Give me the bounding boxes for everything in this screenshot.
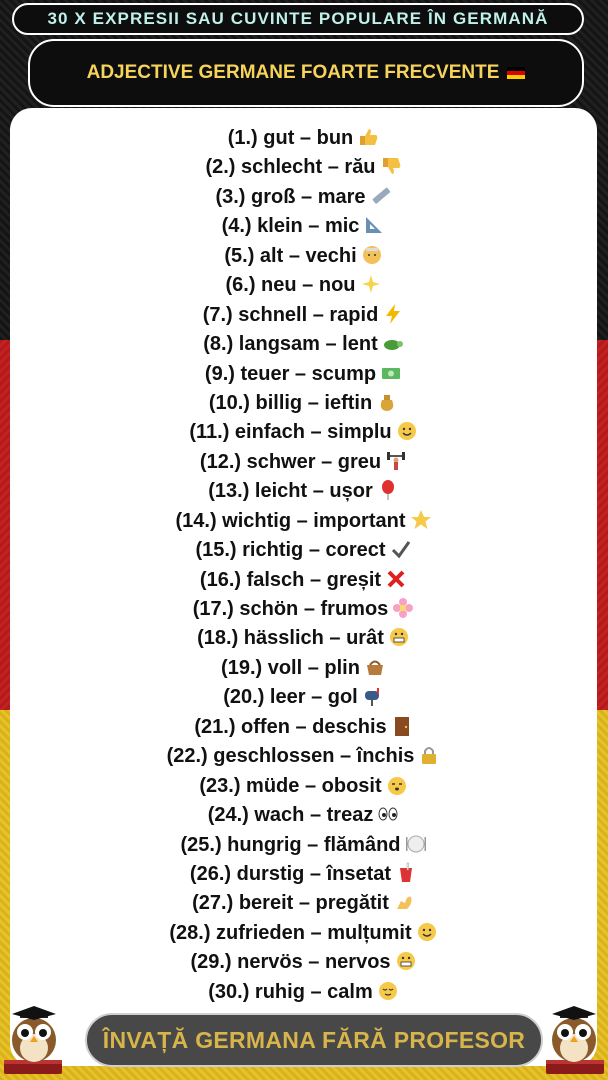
list-item (10, 360, 597, 389)
list-item (10, 801, 597, 830)
plate-icon (405, 833, 427, 855)
list-item-text: (8.) langsam – lent (203, 333, 378, 356)
list-item-text: (17.) schön – frumos (192, 598, 389, 620)
footer-text: ÎNVAȚĂ GERMANA FĂRĂ PROFESOR (102, 1026, 526, 1053)
lightning-icon (382, 303, 404, 325)
list-item (10, 919, 597, 948)
page-title: 30 X EXPRESII SAU CUVINTE POPULARE ÎN GERMANĂ (47, 9, 549, 28)
list-item-text: (28.) zufrieden – mulțumit (169, 921, 412, 944)
smile-icon (396, 420, 418, 442)
german-flag-icon (507, 67, 525, 79)
thumbs-down-icon (380, 155, 402, 177)
list-item-text: (20.) leer – gol (223, 686, 358, 709)
old-person-icon (361, 244, 383, 266)
list-item (10, 212, 597, 241)
list-item (10, 242, 597, 271)
footer-banner (85, 1013, 543, 1067)
list-item-text: (19.) voll – plin (221, 656, 360, 679)
page-subtitle: ADJECTIVE GERMANE FOARTE FRECVENTE (86, 62, 500, 83)
list-item (10, 301, 597, 330)
list-item-text: (1.) gut – bun (227, 127, 354, 149)
balloon-icon (377, 479, 399, 501)
list-item (10, 124, 597, 153)
list-item (10, 860, 597, 889)
list-item (10, 742, 597, 771)
owl-icon (0, 1004, 70, 1076)
basket-icon (364, 656, 386, 678)
mailbox-icon (362, 685, 384, 707)
grimace-icon (388, 626, 410, 648)
list-item-text: (12.) schwer – greu (199, 450, 382, 473)
list-item (10, 536, 597, 565)
list-item-text: (9.) teuer – scump (204, 362, 377, 385)
door-icon (391, 715, 413, 737)
list-item-text: (11.) einfach – simplu (189, 421, 392, 444)
list-item (10, 153, 597, 182)
subtitle-banner (28, 39, 584, 107)
list-item (10, 683, 597, 712)
list-item-text: (16.) falsch – greșit (199, 568, 382, 591)
list-item-text: (2.) schlecht – rău (205, 156, 376, 179)
list-item-text: (26.) durstig – însetat (189, 862, 392, 885)
list-item-text: (10.) billig – ieftin (208, 391, 373, 414)
list-item (10, 183, 597, 212)
list-item-text: (30.) ruhig – calm (208, 980, 373, 1003)
list-item (10, 418, 597, 447)
smile-icon (416, 921, 438, 943)
flower-icon (392, 597, 414, 619)
list-item-text: (5.) alt – vechi (224, 244, 357, 267)
money-icon (380, 362, 402, 384)
list-item-text: (24.) wach – treaz (207, 804, 374, 827)
list-item-text: (22.) geschlossen – închis (166, 745, 415, 768)
list-item-text: (18.) hässlich – urât (197, 627, 384, 650)
list-item-text: (23.) müde – obosit (199, 774, 382, 797)
list-item (10, 831, 597, 860)
ruler-icon (370, 185, 392, 207)
list-item (10, 389, 597, 418)
check-icon (390, 538, 412, 560)
list-item (10, 624, 597, 653)
triangle-ruler-icon (363, 214, 385, 236)
drink-icon (395, 862, 417, 884)
list-item (10, 889, 597, 918)
list-item (10, 595, 597, 624)
list-item-text: (27.) bereit – pregătit (192, 892, 389, 915)
list-item-text: (4.) klein – mic (221, 215, 360, 238)
list-item (10, 654, 597, 683)
star-icon (410, 509, 432, 531)
list-item-text: (13.) leicht – ușor (208, 480, 373, 503)
weightlifter-icon (385, 450, 407, 472)
list-item (10, 477, 597, 506)
owl-icon (538, 1004, 608, 1076)
word-list (10, 124, 597, 1007)
list-item (10, 271, 597, 300)
relieved-icon (377, 980, 399, 1002)
list-item (10, 948, 597, 977)
word-list-card (10, 108, 597, 1066)
thumbs-up-icon (357, 126, 379, 148)
list-item-text: (6.) neu – nou (225, 274, 356, 297)
list-item (10, 330, 597, 359)
list-item (10, 772, 597, 801)
eyes-icon (377, 803, 399, 825)
list-item-text: (25.) hungrig – flămând (180, 833, 401, 856)
list-item-text: (21.) offen – deschis (194, 715, 387, 738)
sparkles-icon (360, 273, 382, 295)
lock-icon (418, 744, 440, 766)
list-item (10, 566, 597, 595)
flexed-arm-icon (393, 891, 415, 913)
list-item (10, 713, 597, 742)
list-item-text: (15.) richtig – corect (195, 539, 386, 562)
cross-icon (385, 568, 407, 590)
list-item (10, 507, 597, 536)
title-banner (12, 3, 584, 35)
list-item-text: (14.) wichtig – important (175, 509, 406, 532)
list-item (10, 448, 597, 477)
grimace-icon (395, 950, 417, 972)
list-item-text: (3.) groß – mare (215, 185, 366, 208)
money-bag-icon (376, 391, 398, 413)
turtle-icon (382, 332, 404, 354)
list-item (10, 978, 597, 1007)
list-item-text: (29.) nervös – nervos (190, 951, 391, 974)
sleepy-icon (386, 774, 408, 796)
list-item-text: (7.) schnell – rapid (202, 303, 379, 326)
